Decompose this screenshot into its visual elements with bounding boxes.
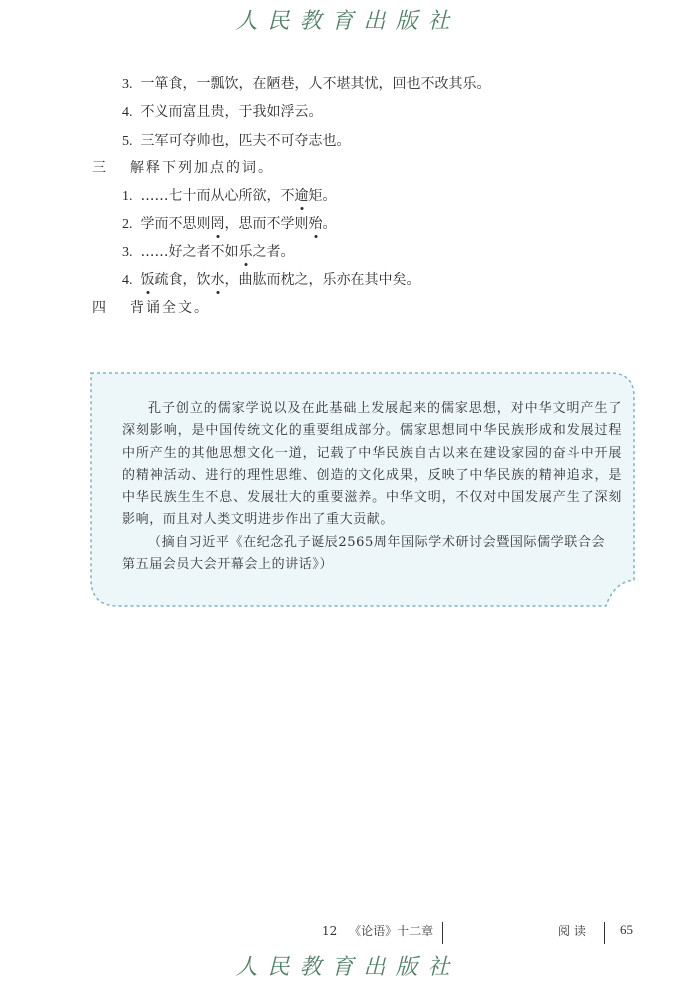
item-text: 疏食，饮: [154, 272, 211, 288]
section-title: 解释下列加点的词。: [130, 160, 274, 176]
exercise-item: [122, 186, 337, 207]
dotted-word: 殆: [308, 216, 323, 232]
item-text: 学而不思则: [140, 216, 211, 232]
page-number: 65: [620, 922, 633, 937]
item-number: 2.: [122, 217, 133, 232]
item-text: ，思而不学则: [224, 216, 309, 232]
exercise-item: [122, 242, 295, 263]
footer-divider: [442, 922, 443, 944]
section-number: 四: [92, 300, 106, 316]
dotted-word: 乐: [238, 244, 253, 260]
item-text: 之者。: [252, 244, 295, 260]
section-heading-4: [92, 298, 210, 318]
item-text: 。: [322, 216, 337, 232]
item-number: 4.: [122, 273, 133, 288]
footer-section: 阅 读: [558, 924, 586, 938]
chapter-number: 12: [322, 924, 338, 938]
item-text: ……七十而从心所欲，不: [140, 188, 295, 204]
dotted-word: 罔: [210, 216, 225, 232]
footer-divider: [604, 922, 605, 944]
item-number: 3.: [122, 245, 133, 260]
quote-box: [122, 398, 622, 576]
exercise-item: [122, 74, 491, 95]
exercise-item: [122, 214, 337, 235]
item-text: ，曲肱而枕之，乐亦在其中矣。: [224, 272, 421, 288]
item-text: 三军可夺帅也，匹夫不可夺志也。: [140, 133, 351, 149]
dotted-word: 水: [210, 272, 225, 288]
item-text: ……好之者不如: [140, 244, 239, 260]
quote-source-line-2: 第五届会员大会开幕会上的讲话》）: [122, 557, 334, 573]
item-number: 4.: [122, 105, 133, 120]
publisher-logo-top: 人民教育出版社: [235, 9, 460, 34]
dotted-word: 饭: [140, 272, 155, 288]
section-heading-3: [92, 158, 274, 178]
item-text: 矩。: [308, 188, 337, 204]
exercise-item: [122, 102, 323, 123]
footer-chapter: [322, 922, 433, 939]
exercise-item: [122, 131, 351, 152]
publisher-logo-bottom: 人民教育出版社: [235, 955, 460, 980]
section-number: 三: [92, 160, 106, 176]
item-text: 一箪食，一瓢饮，在陋巷，人不堪其忧，回也不改其乐。: [140, 76, 491, 92]
section-title: 背诵全文。: [130, 300, 210, 316]
chapter-title: 《论语》十二章: [349, 924, 434, 938]
dotted-word: 逾: [294, 188, 309, 204]
item-number: 5.: [122, 134, 133, 149]
quote-paragraph: 孔子创立的儒家学说以及在此基础上发展起来的儒家思想，对中华文明产生了深刻影响，是中国传统文化的重要组成部分。儒家思想同中华民族形成和发展过程中所产生的其他思想文化一道，记载了中华民族自古以来在建设家园的奋斗中开展的精神活动、进行的理性思维、创造的文化成果，反映了中华民族的精神追求，是中华民族生生不息、发展壮大的重要滋养。中华文明，不仅对中国发展产生了深刻影响，而且对人类文明进步作出了重大贡献。: [122, 401, 622, 528]
item-number: 3.: [122, 77, 133, 92]
item-text: 不义而富且贵，于我如浮云。: [140, 104, 323, 120]
exercise-item: [122, 270, 421, 291]
quote-source-line-1: （摘自习近平《在纪念孔子诞辰2565周年国际学术研讨会暨国际儒学联合会: [148, 534, 606, 550]
item-number: 1.: [122, 189, 133, 204]
